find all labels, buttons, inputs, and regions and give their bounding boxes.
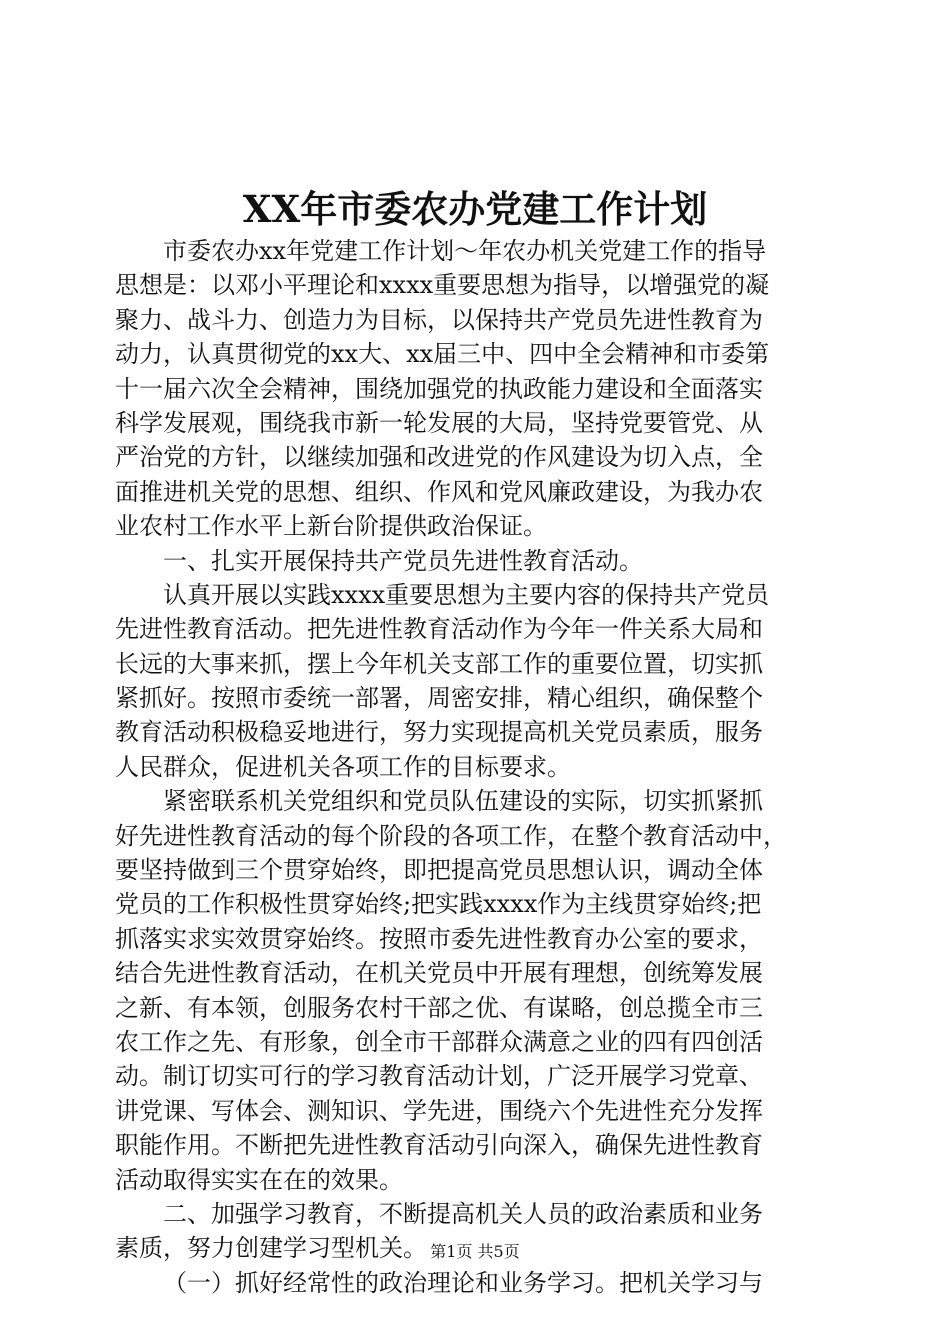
text-line: 动。制订切实可行的学习教育活动计划，广泛开展学习党章、	[115, 1062, 763, 1091]
text-line: 职能作用。不断把先进性教育活动引向深入，确保先进性教育	[115, 1131, 763, 1160]
text-line: 抓落实求实效贯穿始终。按照市委先进性教育办公室的要求，	[115, 924, 763, 953]
text-line: 农工作之先、有形象，创全市干部群众满意之业的四有四创活	[115, 1027, 763, 1056]
text-line: 动力，认真贯彻党的xx大、xx届三中、四中全会精神和市委第	[115, 340, 770, 369]
text-line: 市委农办xx年党建工作计划～年农办机关党建工作的指导	[163, 237, 767, 265]
text-line: 要坚持做到三个贯穿始终，即把提高党员思想认识，调动全体	[115, 856, 763, 885]
text-line: 紧抓好。按照市委统一部署，周密安排，精心组织，确保整个	[115, 684, 763, 713]
text-line: 聚力、战斗力、创造力为目标，以保持共产党员先进性教育为	[115, 305, 763, 334]
text-line: 党员的工作积极性贯穿始终;把实践xxxx作为主线贯穿始终;把	[115, 890, 762, 919]
document-title: XX年市委农办党建工作计划	[242, 187, 708, 231]
text-line: 好先进性教育活动的每个阶段的各项工作，在整个教育活动中，	[115, 821, 787, 850]
text-line: 先进性教育活动。把先进性教育活动作为今年一件关系大局和	[115, 615, 763, 644]
text-line: 之新、有本领，创服务农村干部之优、有谋略，创总揽全市三	[115, 993, 763, 1022]
document-body	[115, 234, 835, 1300]
section-heading-2: 二、加强学习教育，不断提高机关人员的政治素质和业务	[163, 1199, 763, 1228]
text-line: 认真开展以实践xxxx重要思想为主要内容的保持共产党员	[163, 580, 770, 609]
text-line: 活动取得实实在在的效果。	[115, 1165, 403, 1194]
text-line: 紧密联系机关党组织和党员队伍建设的实际，切实抓紧抓	[163, 787, 763, 816]
text-line: 科学发展观，围绕我市新一轮发展的大局，坚持党要管党、从	[115, 408, 763, 437]
text-line: 长远的大事来抓，摆上今年机关支部工作的重要位置，切实抓	[115, 649, 763, 678]
text-line: 结合先进性教育活动，在机关党员中开展有理想，创统筹发展	[115, 959, 763, 988]
text-line: 讲党课、写体会、测知识、学先进，围绕六个先进性充分发挥	[115, 1096, 763, 1125]
text-line: 十一届六次全会精神，围绕加强党的执政能力建设和全面落实	[115, 374, 763, 403]
text-line: 业农村工作水平上新台阶提供政治保证。	[115, 512, 547, 541]
text-line: 严治党的方针，以继续加强和改进党的作风建设为切入点，全	[115, 443, 763, 472]
page-footer: 第1页 共5页	[430, 1242, 520, 1261]
subsection-heading: （一）抓好经常性的政治理论和业务学习。把机关学习与	[163, 1268, 763, 1297]
text-line: 思想是：以邓小平理论和xxxx重要思想为指导，以增强党的凝	[115, 271, 770, 300]
section-heading-1: 一、扎实开展保持共产党员先进性教育活动。	[163, 546, 643, 575]
text-line: 人民群众，促进机关各项工作的目标要求。	[115, 752, 571, 781]
text-line: 面推进机关党的思想、组织、作风和党风廉政建设，为我办农	[115, 477, 763, 506]
text-line: 教育活动积极稳妥地进行，努力实现提高机关党员素质，服务	[115, 718, 763, 747]
text-line: 素质，努力创建学习型机关。	[115, 1234, 427, 1263]
